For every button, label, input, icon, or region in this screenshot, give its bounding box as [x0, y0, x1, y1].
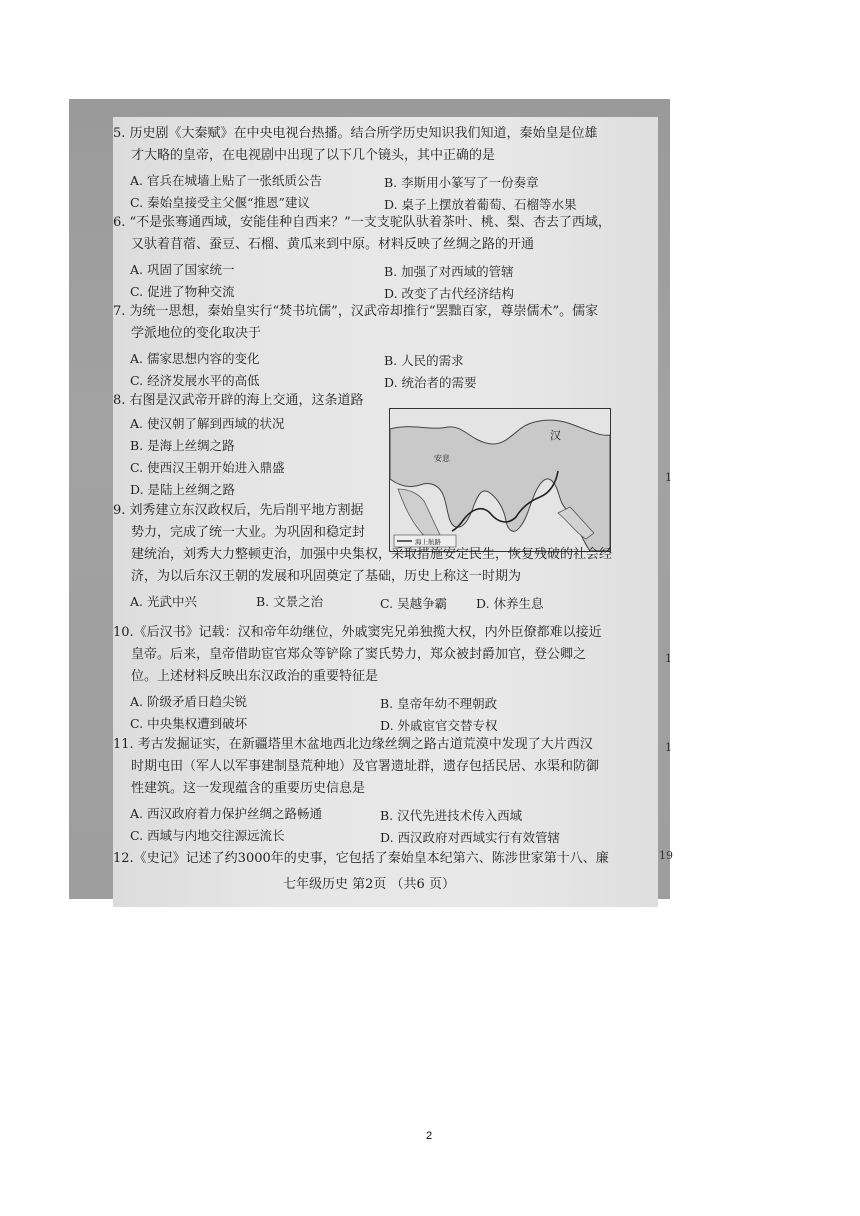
option-b: B. 汉代先进技术传入西域 — [380, 808, 523, 823]
sheet-footer: 七年级历史 第2页 （共6 页） — [283, 877, 455, 892]
exam-sheet — [113, 117, 658, 907]
question-6 — [113, 212, 613, 256]
margin-number: 1 — [665, 652, 672, 665]
option-b: B. 是海上丝绸之路 — [130, 438, 235, 453]
question-text: 又驮着苜蓿、蚕豆、石榴、黄瓜来到中原。材料反映了丝绸之路的开通 — [131, 237, 535, 252]
option-c: C. 促进了物种交流 — [130, 284, 235, 299]
question-text: 7. 为统一思想，秦始皇实行“焚书坑儒”，汉武帝却推行“罢黜百家，尊崇儒术”。儒家 — [113, 304, 599, 319]
scanned-photo — [69, 99, 673, 899]
option-a: A. 光武中兴 — [130, 594, 197, 609]
option-b: B. 加强了对西域的管辖 — [384, 264, 514, 279]
question-text: 9. 刘秀建立东汉政权后，先后削平地方割据 — [113, 503, 364, 518]
question-text: 皇帝。后来，皇帝借助宦官郑众等铲除了窦氏势力，郑众被封爵加官，登公卿之 — [131, 647, 587, 662]
page-number: 2 — [426, 1130, 433, 1142]
question-text: 济，为以后东汉王朝的发展和巩固奠定了基础，历史上称这一时期为 — [131, 569, 522, 584]
question-text: 5. 历史剧《大秦赋》在中央电视台热播。结合所学历史知识我们知道，秦始皇是位雄 — [113, 126, 598, 141]
option-b: B. 皇帝年幼不理朝政 — [380, 696, 498, 711]
margin-number: 1 — [665, 471, 672, 484]
question-text: 建统治，刘秀大力整顿吏治，加强中央集权，采取措施安定民生，恢复残破的社会经 — [131, 547, 613, 562]
option-a: A. 儒家思想内容的变化 — [130, 351, 260, 366]
option-c: C. 经济发展水平的高低 — [130, 373, 260, 388]
question-11 — [113, 734, 613, 800]
option-a: A. 使汉朝了解到西域的状况 — [130, 416, 285, 431]
map-label-anxi: 安息 — [434, 454, 450, 463]
question-12 — [113, 848, 613, 870]
question-text: 位。上述材料反映出东汉政治的重要特征是 — [131, 669, 379, 684]
option-d: D. 休养生息 — [476, 596, 544, 611]
option-b: B. 李斯用小篆写了一份奏章 — [384, 175, 539, 190]
question-text: 8. 右图是汉武帝开辟的海上交通，这条道路 — [113, 393, 364, 408]
question-text: 11. 考古发掘证实，在新疆塔里木盆地西北边缘丝绸之路古道荒漠中发现了大片西汉 — [113, 737, 593, 752]
option-c: C. 使西汉王朝开始进入鼎盛 — [130, 460, 285, 475]
margin-number: 19 — [659, 849, 673, 862]
question-text: 性建筑。这一发现蕴含的重要历史信息是 — [131, 781, 366, 796]
option-c: C. 中央集权遭到破坏 — [130, 716, 248, 731]
question-text: 12.《史记》记述了约3000年的史事，它包括了秦始皇本纪第六、陈涉世家第十八、廉 — [113, 851, 609, 866]
option-d: D. 外戚宦官交替专权 — [380, 718, 498, 733]
question-text: 10.《后汉书》记载：汉和帝年幼继位，外戚窦宪兄弟独揽大权，内外臣僚都难以接近 — [113, 625, 602, 640]
option-a: A. 官兵在城墙上贴了一张纸质公告 — [130, 173, 322, 188]
question-5 — [113, 123, 613, 167]
map-legend-label: 海上航路 — [415, 538, 441, 546]
question-7 — [113, 301, 613, 345]
option-d: D. 改变了古代经济结构 — [384, 286, 515, 301]
option-b: B. 文景之治 — [256, 594, 324, 609]
question-text: 时期屯田（军人以军事建制垦荒种地）及官署遗址群，遗存包括民居、水渠和防御 — [131, 759, 600, 774]
option-c: C. 西域与内地交往源远流长 — [130, 828, 285, 843]
margin-number: 1 — [665, 741, 672, 754]
option-d: D. 西汉政府对西域实行有效管辖 — [380, 830, 561, 845]
question-10 — [113, 622, 613, 688]
option-c: C. 秦始皇接受主父偃“推恩”建议 — [130, 195, 310, 210]
question-text: 才大略的皇帝，在电视剧中出现了以下几个镜头，其中正确的是 — [131, 148, 496, 163]
option-d: D. 统治者的需要 — [384, 375, 477, 390]
option-a: A. 巩固了国家统一 — [130, 262, 235, 277]
option-d: D. 是陆上丝绸之路 — [130, 482, 236, 497]
option-a: A. 西汉政府着力保护丝绸之路畅通 — [130, 806, 322, 821]
question-text: 6. “不是张骞通西域，安能佳种自西来？”一支支驼队驮着茶叶、桃、梨、杏去了西域， — [113, 215, 611, 230]
question-text: 学派地位的变化取决于 — [131, 326, 262, 341]
option-b: B. 人民的需求 — [384, 353, 464, 368]
option-a: A. 阶级矛盾日趋尖锐 — [130, 694, 247, 709]
question-text: 势力，完成了统一大业。为巩固和稳定封 — [131, 525, 366, 540]
option-d: D. 桌子上摆放着葡萄、石榴等水果 — [384, 197, 577, 212]
option-c: C. 吴越争霸 — [380, 596, 448, 611]
map-label-han: 汉 — [550, 429, 561, 442]
question-9 — [113, 500, 613, 588]
